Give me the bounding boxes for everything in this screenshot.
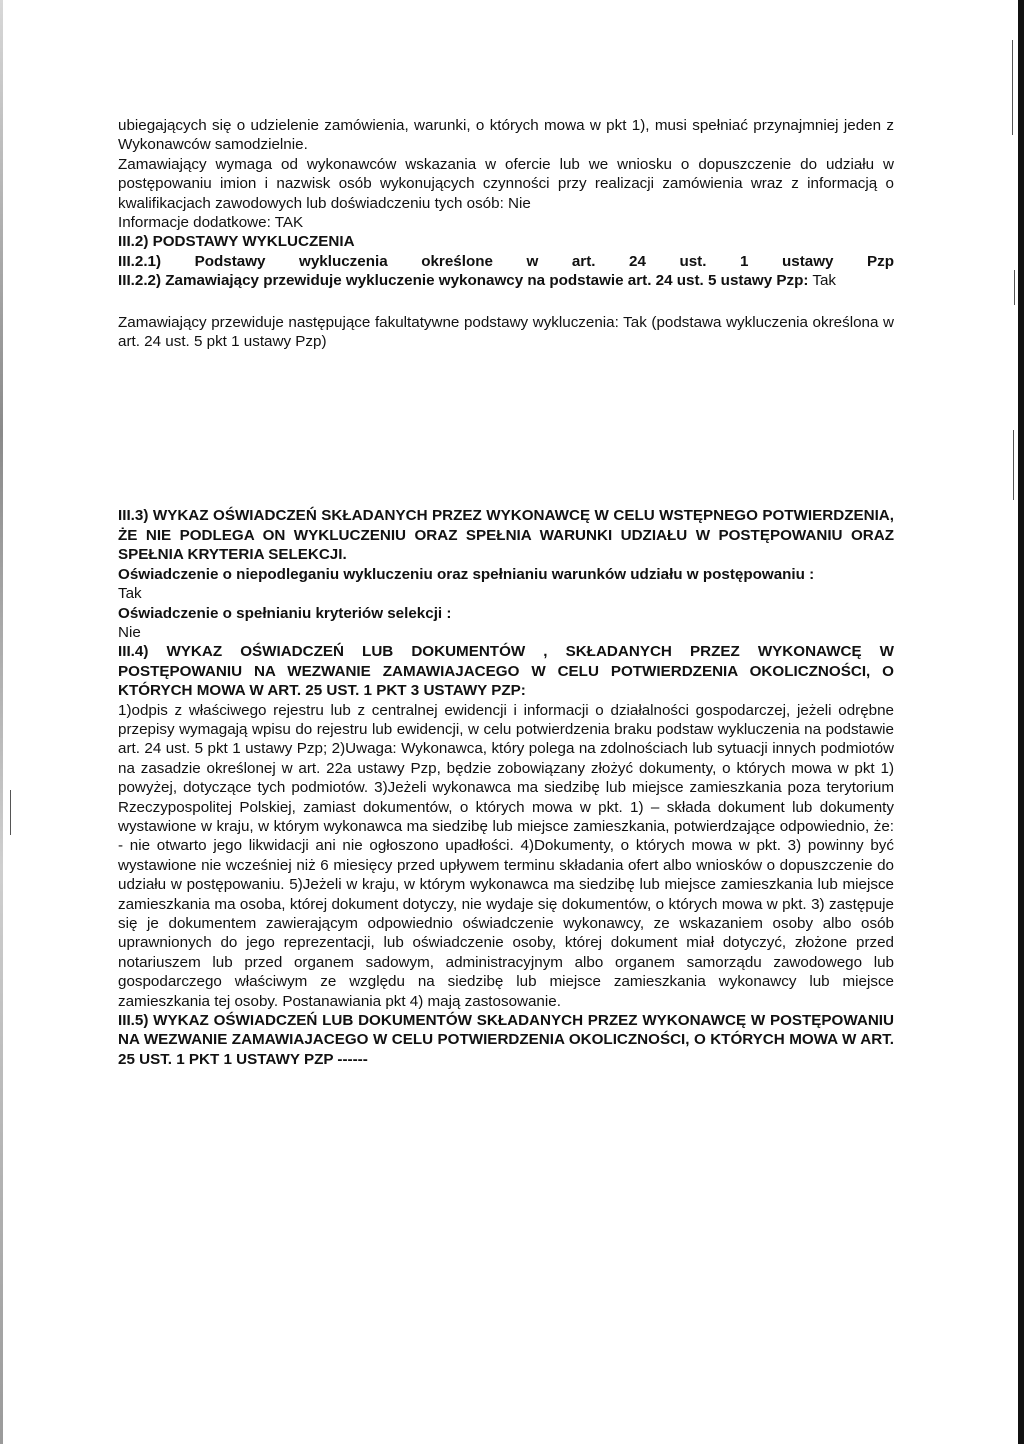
- section-heading: III.2.2) Zamawiający przewiduje wykluczenie wykonawcy na podstawie art. 24 ust. 5 ustawy Pzp:: [118, 272, 809, 290]
- scan-mark: [1014, 270, 1015, 305]
- answer-value: Tak: [118, 585, 142, 603]
- blank-space: [118, 351, 894, 506]
- document-page: [118, 116, 894, 1069]
- blank-space: [118, 291, 894, 313]
- paragraph: Zamawiający przewiduje następujące fakultatywne podstawy wykluczenia: Tak (podstawa wykluczenia określona w art. 24 ust. 5 pkt 1 ustawy Pzp): [118, 313, 894, 351]
- statement-heading: Oświadczenie o spełnianiu kryteriów selekcji :: [118, 604, 452, 622]
- statement-heading: Oświadczenie o niepodleganiu wykluczeniu oraz spełnianiu warunków udziału w postępowaniu :: [118, 565, 815, 583]
- section-heading: III.2.1) Podstawy wykluczenia określone w art. 24 ust. 1 ustawy Pzp: [118, 252, 894, 270]
- section-heading: III.5) WYKAZ OŚWIADCZEŃ LUB DOKUMENTÓW SKŁADANYCH PRZEZ WYKONAWCĘ W POSTĘPOWANIU NA WEZWANIE ZAMAWIAJACEGO W CELU POTWIERDZENIA OKOLICZNOŚCI, O KTÓRYCH MOWA W ART. 25 UST. 1 PKT 1 USTAWY PZP ------: [118, 1012, 894, 1068]
- section-heading: III.4) WYKAZ OŚWIADCZEŃ LUB DOKUMENTÓW , SKŁADANYCH PRZEZ WYKONAWCĘ W POSTĘPOWANIU NA WEZWANIE ZAMAWIAJACEGO W CELU POTWIERDZENIA OKOLICZNOŚCI, O KTÓRYCH MOWA W ART. 25 UST. 1 PKT 3 USTAWY PZP:: [118, 643, 894, 700]
- section-heading-line: [118, 271, 894, 290]
- scan-edge-right: [1018, 0, 1024, 1444]
- paragraph: ubiegających się o udzielenie zamówienia, warunki, o których mowa w pkt 1), musi spełniać przynajmniej jeden z Wykonawców samodzielnie.: [118, 117, 894, 154]
- answer-value: Nie: [118, 623, 141, 641]
- scan-mark: [10, 790, 11, 835]
- scan-mark: [1013, 430, 1014, 500]
- paragraph: Zamawiający wymaga od wykonawców wskazania w ofercie lub we wniosku o dopuszczenie do udziału w postępowaniu imion i nazwisk osób wykonujących czynności przy realizacji zamówienia wraz z informacją o kwalifikacjach zawodowych lub doświadczeniu tych osób: Nie: [118, 155, 894, 212]
- paragraph: Informacje dodatkowe: TAK: [118, 214, 304, 232]
- paragraph: 1)odpis z właściwego rejestru lub z centralnej ewidencji i informacji o działalności gospodarczej, jeżeli odrębne przepisy wymagają wpisu do rejestru lub ewidencji, w celu potwierdzenia braku podstaw wykluczenia na podstawie art. 24 ust. 5 pkt 1 ustawy Pzp; 2)Uwaga: Wykonawca, który polega na zdolnościach lub sytuacji innych podmiotów na zasadzie określonej w art. 22a ustawy Pzp, będzie zobowiązany złożyć dokumenty, o których mowa w pkt 1) powyżej, dotyczące tych podmiotów. 3)Jeżeli wykonawca ma siedzibę lub miejsce zamieszkania poza terytorium Rzeczypospolitej Polskiej, zamiast dokumentów, o których mowa w pkt. 1) – składa dokument lub dokumenty wystawione w kraju, w którym wykonawca ma siedzibę lub miejsce zamieszkania, potwierdzające odpowiednio, że: - nie otwarto jego likwidacji ani nie ogłoszono upadłości. 4)Dokumenty, o których mowa w pkt. 3) powinny być wystawione nie wcześniej niż 6 miesięcy przed upływem terminu składania ofert albo wniosków o dopuszczenie do udziału w postępowaniu. 5)Jeżeli w kraju, w którym wykonawca ma siedzibę lub miejsce zamieszkania lub miejsce zamieszkania ma osoba, której dokument dotyczy, nie wydaje się dokumentów, o których mowa w pkt. 3) zastępuje się je dokumentem zawierającym odpowiednio oświadczenie wykonawcy, ze wskazaniem osoby albo osób uprawnionych do jego reprezentacji, lub oświadczenie osoby, której dokument miał dotyczyć, złożone przed notariuszem lub przed organem sadowym, administracyjnym albo organem samorządu zawodowego lub gospodarczego właściwym ze względu na siedzibę lub miejsce zamieszkania wykonawcy lub miejsce zamieszkania tej osoby. Postanawiania pkt 4) mają zastosowanie.: [118, 701, 894, 1010]
- answer-value: Tak: [808, 272, 837, 290]
- scan-edge-left: [0, 0, 3, 1444]
- section-heading: III.3) WYKAZ OŚWIADCZEŃ SKŁADANYCH PRZEZ WYKONAWCĘ W CELU WSTĘPNEGO POTWIERDZENIA, ŻE NIE PODLEGA ON WYKLUCZENIU ORAZ SPEŁNIA WARUNKI UDZIAŁU W POSTĘPOWANIU ORAZ SPEŁNIA KRYTERIA SELEKCJI.: [118, 507, 894, 564]
- section-heading: III.2) PODSTAWY WYKLUCZENIA: [118, 233, 355, 251]
- scan-mark: [1012, 40, 1013, 135]
